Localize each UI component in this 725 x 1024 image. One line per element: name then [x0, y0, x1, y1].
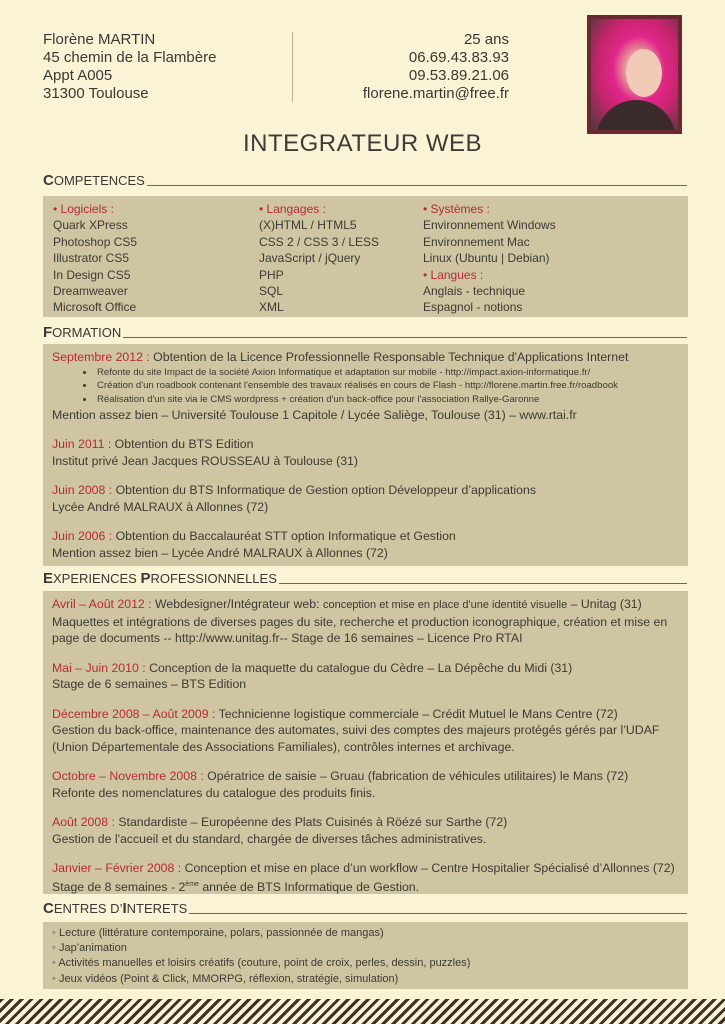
skill-item: In Design CS5 [53, 267, 131, 282]
skill-item: Microsoft Office [53, 300, 137, 315]
section-heading-experiences: EXPERIENCES PROFESSIONNELLES [43, 570, 687, 587]
decorative-hatch-border [0, 999, 725, 1024]
experience-entry: Décembre 2008 – Août 2009 : Technicienne logistique commerciale – Crédit Mutuel le Mans Centre (72) Gestion du back-office, maintenance des automates, suivi des comptes des majeurs protégés gérés par l’UDAF (Union Départementale des Associations Familiales), contrôles internes et archivage. [52, 706, 660, 754]
contact-email: florene.martin@free.fr [362, 85, 509, 102]
skill-item: Environnement Windows [423, 218, 556, 233]
formation-bullets: • Refonte du site Impact de la société Axion Informatique et adaptation sur mobile - http://impact.axion-informatique.fr/ • Création d'un roadbook contenant l'ensemble des travaux réalisés en cours de Flash - http://florene.martin.free.fr/roadbook • Réalisation d'un site via le CMS wordpress + création d'un back-office pour l'association Rallye-Garonne [52, 366, 688, 407]
skill-item: Photoshop CS5 [53, 234, 138, 249]
skill-item: Anglais - technique [423, 284, 526, 299]
hobby-item: ◦ Jap’animation [52, 942, 127, 955]
skill-item: PHP [259, 267, 284, 282]
contact-address [43, 31, 216, 103]
hobbies-box [43, 922, 688, 989]
skills-systemes: • Systèmes : Environnement Windows Environnement Mac Linux (Ubuntu | Debian) • Langues : Anglais - technique Espagnol - notions [423, 202, 556, 315]
experience-entry: Mai – Juin 2010 : Conception de la maquette du catalogue du Cèdre – La Dépêche du Midi (31) Stage de 6 semaines – BTS Edition [52, 660, 573, 691]
header-divider [292, 32, 293, 102]
section-heading-interets: CENTRES D’INTERETS [43, 900, 687, 917]
hobby-item: ◦ Jeux vidéos (Point & Click, MMORPG, réflexion, stratégie, simulation) [52, 972, 399, 985]
skills-box [43, 196, 688, 317]
hobby-item: ◦ Activités manuelles et loisirs créatifs (couture, point de croix, perles, dessin, puzzles) [52, 957, 471, 970]
skill-item: SQL [259, 284, 284, 299]
skill-item: Illustrator CS5 [53, 251, 130, 266]
experiences-box [43, 591, 688, 894]
skill-item: JavaScript / jQuery [259, 251, 361, 266]
hobby-item: ◦ Lecture (littérature contemporaine, polars, passionnée de mangas) [52, 927, 384, 939]
skill-item: XML [259, 300, 284, 315]
skill-item: Quark XPress [53, 218, 128, 233]
address-city: 31300 Toulouse [43, 85, 149, 102]
contact-details [363, 31, 509, 103]
skill-item: Environnement Mac [423, 234, 530, 249]
section-heading-formation: FORMATION [43, 324, 687, 341]
experience-entry: Août 2008 : Standardiste – Européenne des Plats Cuisinés à Röézé sur Sarthe (72) Gestion de l'accueil et du standard, chargée de diverses tâches administratives. [52, 815, 508, 846]
formation-entry: Juin 2008 : Obtention du BTS Informatique de Gestion option Développeur d’applications Lycée André MALRAUX à Allonnes (72) [52, 483, 536, 514]
contact-age: 25 ans [463, 31, 509, 48]
contact-phone-1: 06.69.43.83.93 [408, 49, 509, 66]
contact-phone-2: 09.53.89.21.06 [408, 67, 509, 84]
address-line-2: Appt A005 [43, 67, 113, 84]
skill-item: Dreamweaver [53, 284, 128, 299]
skill-item: CSS 2 / CSS 3 / LESS [259, 234, 380, 249]
contact-name: Florène MARTIN [43, 31, 156, 48]
experience-entry: Janvier – Février 2008 : Conception et mise en place d’un workflow – Centre Hospitalier Spécialisé d’Allonnes (72) Stage de 8 semaines - 2ème année de BTS Informatique de Gestion. [52, 861, 675, 894]
profile-photo-image [591, 19, 678, 130]
skills-langues-title: • Langues : [423, 267, 484, 282]
formation-entry: Juin 2006 : Obtention du Baccalauréat STT option Informatique et Gestion Mention assez bien – Lycée André MALRAUX à Allonnes (72) [52, 529, 456, 560]
formation-box [43, 344, 688, 566]
experience-entry: Avril – Août 2012 : Webdesigner/Intégrateur web: conception et mise en place d'une identité visuelle – Unitag (31) Maquettes et intégrations de diverses pages du site, recherche et production iconographique, création et mise en page de documents -- http://www.unitag.fr-- Stage de 16 semaines – Licence Pro RTAI [52, 597, 668, 645]
skill-item: Linux (Ubuntu | Debian) [423, 251, 550, 266]
section-heading-competences: COMPETENCES [43, 172, 687, 189]
address-line-1: 45 chemin de la Flambère [43, 49, 217, 66]
job-title: INTEGRATEUR WEB [242, 130, 483, 157]
formation-entry: Juin 2011 : Obtention du BTS Edition Institut privé Jean Jacques ROUSSEAU à Toulouse (31) [52, 437, 358, 468]
skill-item: (X)HTML / HTML5 [259, 218, 357, 233]
profile-photo [587, 15, 682, 134]
skills-logiciels: • Logiciels : Quark XPress Photoshop CS5 Illustrator CS5 In Design CS5 Dreamweaver Microsoft Office [53, 202, 138, 315]
skill-item: Espagnol - notions [423, 300, 523, 315]
experience-entry: Octobre – Novembre 2008 : Opératrice de saisie – Gruau (fabrication de véhicules utilitaires) le Mans (72) Refonte des nomenclatures du catalogue des produits finis. [52, 769, 629, 800]
skills-langages: • Langages : (X)HTML / HTML5 CSS 2 / CSS 3 / LESS JavaScript / jQuery PHP SQL XML [259, 202, 380, 315]
formation-entry: Septembre 2012 : Obtention de la Licence Professionnelle Responsable Technique d'Applications Internet • Refonte du site Impact de la société Axion Informatique et adaptation sur mobile - http://impact.axion-informatique.fr/ • Création d'un roadbook contenant l'ensemble des travaux réalisés en cours de Flash - http://florene.martin.free.fr/roadbook • Réalisation d'un site via le CMS wordpress + création d'un back-office pour l'association Rallye-Garonne Mention assez bien – Université Toulouse 1 Capitole / Lycée Saliège, Toulouse (31) – www.rtai.fr [52, 349, 688, 423]
